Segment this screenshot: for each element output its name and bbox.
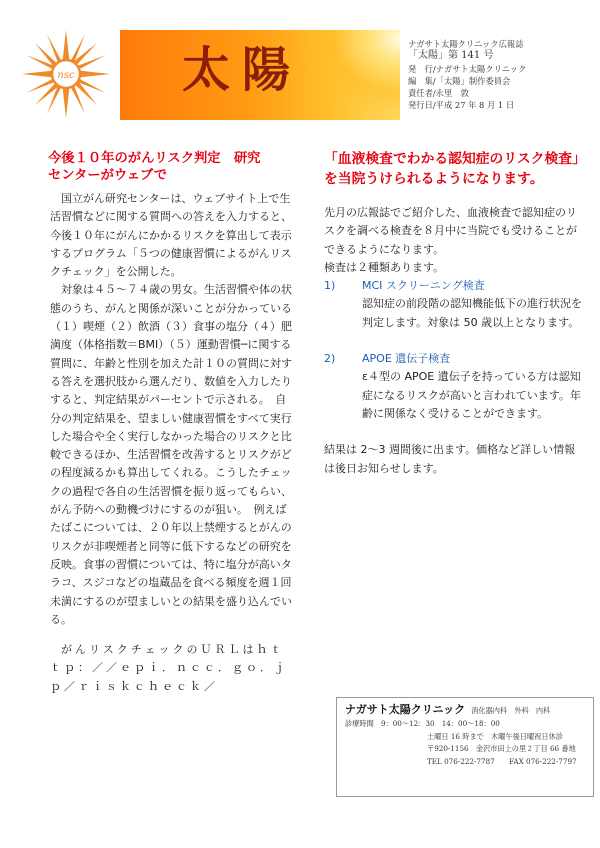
logo-text: nsc bbox=[57, 70, 75, 81]
clinic-departments: 消化器内科 外科 内科 bbox=[471, 706, 551, 715]
masthead-editor: 編 集/「太陽」制作委員会 bbox=[408, 75, 511, 86]
clinic-name: ナガサト太陽クリニック bbox=[345, 703, 466, 716]
clinic-address: 〒920-1156 金沢市田上の里２丁目 66 番地 bbox=[427, 744, 576, 754]
article-dementia-test bbox=[324, 150, 586, 478]
paragraph: 国立がん研究センターは、ウェブサイト上で生活習慣などに関する質問への答えを入力すると、今後１０年にがんにかかるリスクを算出して表示するプログラム「５つの健康習慣によるがんリスクチェック」を公開した。 bbox=[50, 192, 292, 279]
test-item-1-body: 認知症の前段階の認知機能低下の進行状況を判定します。対象は 50 歳以上となります。 bbox=[362, 297, 582, 329]
item-number: 1) bbox=[324, 279, 336, 293]
test-item-2-heading bbox=[324, 350, 586, 368]
headline-line-2: センターがウェブで bbox=[48, 168, 168, 183]
clinic-info-box bbox=[336, 697, 594, 797]
headline-line-1: 今後１０年のがんリスク判定 研究 bbox=[48, 151, 261, 166]
clinic-phones: TEL 076-222-7787 FAX 076-222-7797 bbox=[427, 757, 577, 767]
sun-logo-icon bbox=[20, 28, 112, 120]
article-headline: 「血液検査でわかる認知症のリスク検査」を当院うけられるようになります。 bbox=[324, 151, 586, 187]
masthead-responsible: 責任者/永里 敦 bbox=[408, 88, 469, 99]
intro-paragraph: 先月の広報誌でご紹介した、血液検査で認知症のリスクを調べる検査を８月中に当院でも受けることができるようになります。 bbox=[324, 206, 577, 256]
article-body bbox=[50, 190, 295, 629]
item-title: MCI スクリーニング検査 bbox=[362, 279, 485, 293]
title-banner bbox=[120, 30, 400, 120]
result-paragraph: 結果は 2～3 週間後に出ます。価格など詳しい情報は後日お知らせします。 bbox=[324, 443, 576, 475]
clinic-closed-days: 土曜日 16 時まで 木曜午後日曜祝日休診 bbox=[427, 731, 563, 741]
article-body bbox=[324, 204, 586, 478]
masthead-publication: ナガサト太陽クリニック広報誌 bbox=[408, 39, 524, 49]
clinic-hours: 診療時間 9：00～12：30 14：00～18：00 bbox=[345, 718, 500, 728]
test-item-1-heading bbox=[324, 277, 586, 295]
item-number: 2) bbox=[324, 352, 336, 366]
article-cancer-risk bbox=[50, 150, 295, 696]
test-item-2-body: ε４型の APOE 遺伝子を持っている方は認知症になるリスクが高いと言われています。年齢に関係なく受けることができます。 bbox=[362, 370, 581, 420]
article-headline bbox=[48, 150, 295, 184]
masthead-issue: 「太陽」第 141 号 bbox=[408, 50, 494, 62]
masthead-date: 発行日/平成 27 年 8 月 1 日 bbox=[408, 100, 515, 111]
newsletter-title: 太陽 bbox=[182, 42, 303, 98]
masthead-publisher: 発 行/ナガサト太陽クリニック bbox=[408, 63, 527, 74]
risk-check-url: がんリスクチェックのＵＲＬはｈｔｔｐ：／／ｅｐｉ．ｎｃｃ．ｇｏ．ｊｐ／ｒｉｓｋｃｈｅｃｋ／ bbox=[50, 643, 288, 693]
test-count: 検査は２種類あります。 bbox=[324, 260, 445, 274]
item-title: APOE 遺伝子検査 bbox=[362, 352, 451, 366]
paragraph: 対象は４５～７４歳の男女。生活習慣や体の状態のうち、がんと関係が深いことが分かっている（１）喫煙（２）飲酒（３）食事の塩分（４）肥満度（体格指数＝BMI）（５）運動習慣─に関する質問に、年齢と性別を加えた計１０の質問に対する答えを選択肢から選んだり、数値を入力したりすると、判定結果がパーセントで示される。 自分の判定結果を、望ましい健康習慣をすべて実行した場合や全く実行しなかった場合のリスクと比較できるほか、生活習慣を改善するとリスクがどの程度減るかも算出してくれる。こうしたチェックの過程で各自の生活習慣を振り返ってもらい、がん予防への動機づけにするのが狙い。 例えばたばこについては、２０年以上禁煙するとがんのリスクが非喫煙者と同等に低下するなどの研究を反映。食事の習慣については、特に塩分が高いタラコ、スジコなどの塩蔵品を食べる頻度を週１回未満にするのが望ましいとの結果を盛り込んでいる。 bbox=[50, 283, 292, 626]
masthead bbox=[408, 38, 593, 112]
